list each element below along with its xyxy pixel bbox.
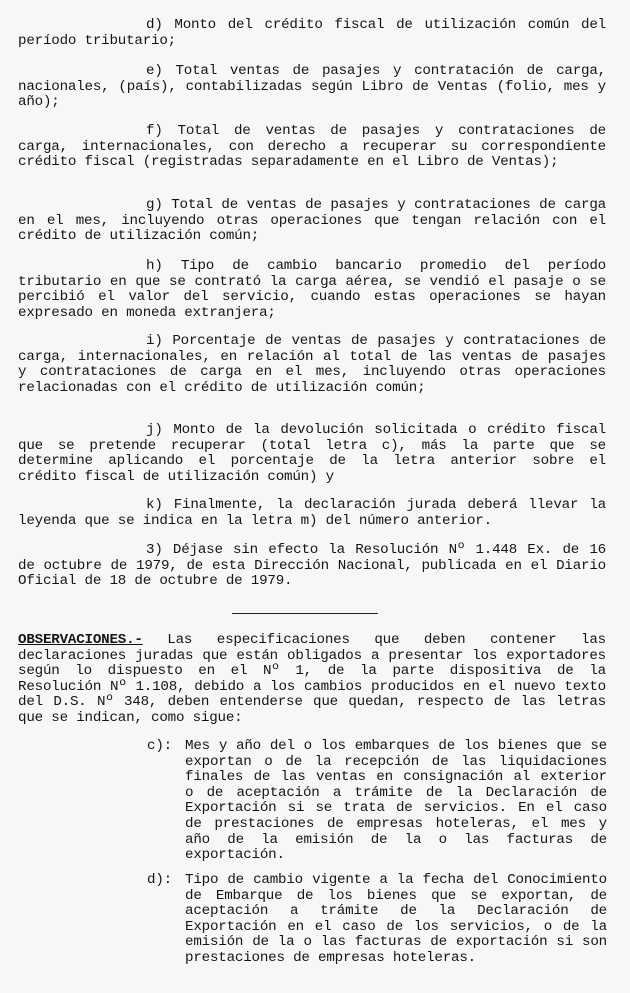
section-divider (232, 613, 378, 614)
paragraph-e: e) Total ventas de pasajes y contratación de carga, nacionales, (país), contabilizadas según Libro de Ventas (folio, mes y año); (18, 63, 606, 111)
list-item-text: Mes y año del o los embarques de los bienes que se exportan o de la recepción de las liquidaciones finales de las ventas en consignación al exterior o de aceptación a trámite de la Declaración de Exportación si se trata de servicios. En el caso de prestaciones de empresas hoteleras, el mes y año de la emisión de la o las facturas de exportación. (185, 738, 607, 864)
paragraph-k: k) Finalmente, la declaración jurada deberá llevar la leyenda que se indica en la letra m) del número anterior. (18, 497, 606, 529)
paragraph-d: d) Monto del crédito fiscal de utilización común del período tributario; (18, 17, 606, 49)
paragraph-i: i) Porcentaje de ventas de pasajes y contrataciones de carga, internacionales, en relación al total de las ventas de pasajes y contrataciones de carga en el mes, incluyendo otras operaciones relacionadas con el crédito de utilización común; (18, 333, 606, 396)
list-item-label: c): (147, 738, 172, 754)
observaciones-body: Las especificaciones que deben contener las declaraciones juradas que están obligados a presentar los exportadores según lo dispuesto en el Nº 1, de la parte dispositiva de la Resolución Nº 1.108, debido a los cambios producidos en el nuevo texto del D.S. Nº 348, deben entenderse que quedan, respecto de las letras que se indican, como sigue: (18, 632, 606, 726)
list-item-d (147, 873, 607, 967)
paragraph-3: 3) Déjase sin efecto la Resolución Nº 1.448 Ex. de 16 de octubre de 1979, de esta Dirección Nacional, publicada en el Diario Oficial de 18 de octubre de 1979. (18, 542, 606, 590)
list-item-text: Tipo de cambio vigente a la fecha del Conocimiento de Embarque de los bienes que se exportan, de aceptación a trámite de la Declaración de Exportación en el caso de los servicios, o de la emisión de la o las facturas de exportación si son prestaciones de empresas hoteleras. (185, 872, 607, 966)
observaciones-paragraph (18, 633, 606, 727)
paragraph-j: j) Monto de la devolución solicitada o crédito fiscal que se pretende recuperar (total letra c), más la parte que se determine aplicando el porcentaje de la letra anterior sobre el crédito fiscal de utilización común) y (18, 422, 606, 485)
list-item-label: d): (147, 872, 172, 888)
paragraph-h: h) Tipo de cambio bancario promedio del período tributario en que se contrató la carga aérea, se vendió el pasaje o se percibió el valor del servicio, cuando estas operaciones se hayan expresado en moneda extranjera; (18, 258, 606, 321)
paragraph-f: f) Total de ventas de pasajes y contrataciones de carga, internacionales, con derecho a recuperar su correspondiente crédito fiscal (registradas separadamente en el Libro de Ventas); (18, 123, 606, 171)
observaciones-title: OBSERVACIONES.- (18, 632, 143, 648)
paragraph-g: g) Total de ventas de pasajes y contrataciones de carga en el mes, incluyendo otras operaciones que tengan relación con el crédito de utilización común; (18, 197, 606, 245)
list-item-c (147, 739, 607, 864)
